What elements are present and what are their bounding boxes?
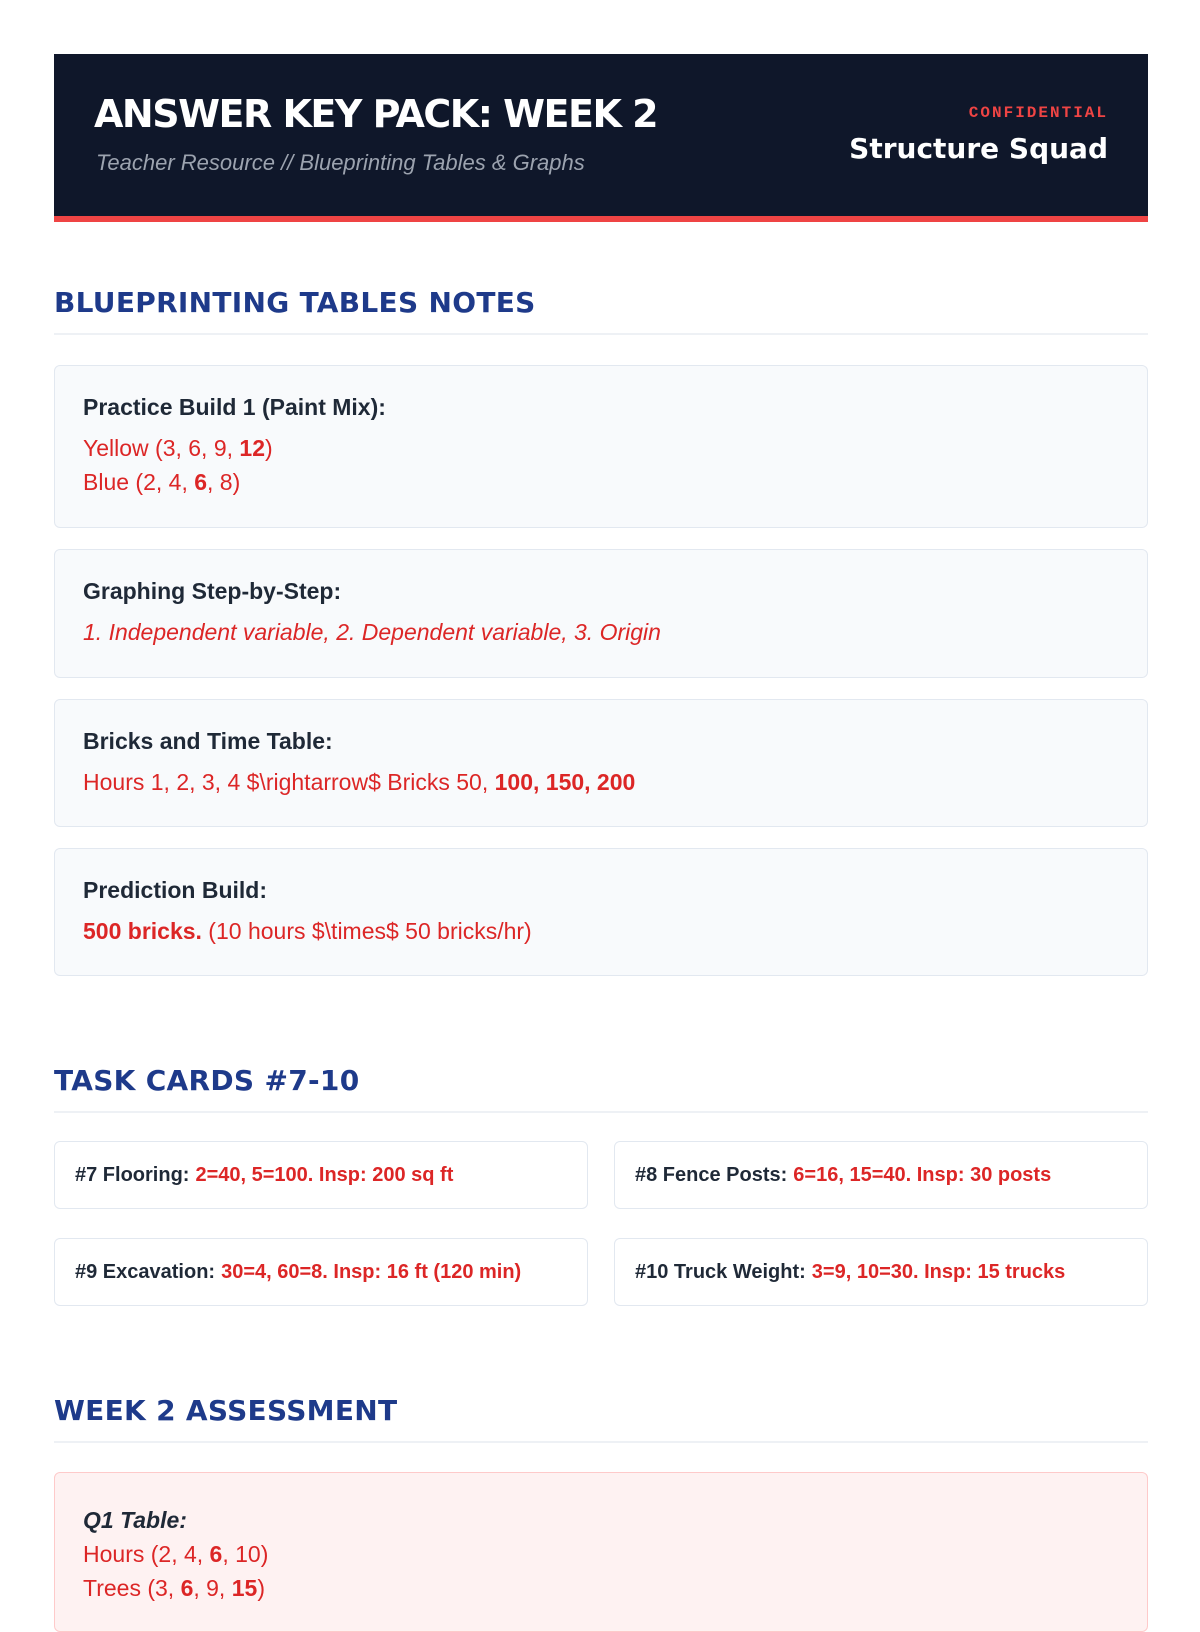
note-label: Bricks and Time Table: (83, 728, 333, 754)
answer-text: (10 hours $\times$ 50 bricks/hr) (201, 918, 532, 944)
note-card-bricks-time (54, 699, 1148, 827)
task-label: #10 Truck Weight: (635, 1260, 806, 1283)
assessment-card-q1 (54, 1472, 1148, 1632)
note-answer-blue (83, 465, 1119, 499)
note-card-paint-mix (54, 365, 1148, 528)
notes-section-heading: BLUEPRINTING TABLES NOTES (54, 286, 1148, 335)
answer-highlight: 500 bricks. (83, 918, 202, 944)
task-card-8 (614, 1141, 1148, 1209)
task-label: #7 Flooring: (75, 1163, 190, 1186)
page-subtitle: Teacher Resource // Blueprinting Tables & Graphs (96, 150, 585, 175)
answer-highlight: 6 (180, 1575, 194, 1601)
note-label: Practice Build 1 (Paint Mix): (83, 394, 386, 420)
note-answer-prediction (83, 914, 1119, 948)
note-answer-yellow (83, 431, 1119, 465)
note-label: Graphing Step-by-Step: (83, 578, 342, 604)
task-answer: 3=9, 10=30. Insp: 15 trucks (811, 1260, 1066, 1283)
task-answer: 6=16, 15=40. Insp: 30 posts (793, 1163, 1052, 1186)
task-label: #8 Fence Posts: (635, 1163, 788, 1186)
answer-highlight: 15 (231, 1575, 258, 1601)
assessment-label: Q1 Table: (83, 1507, 187, 1533)
answer-highlight: 100, 150, 200 (494, 769, 636, 795)
tasks-section-heading: TASK CARDS #7-10 (54, 1064, 1148, 1113)
task-label: #9 Excavation: (75, 1260, 216, 1283)
answer-highlight: 6 (209, 1541, 223, 1567)
task-card-9 (54, 1238, 588, 1306)
answer-text: Hours 1, 2, 3, 4 $\rightarrow$ Bricks 50, (83, 769, 495, 795)
answer-text: Trees (3, (83, 1575, 181, 1601)
assessment-answer-hours (83, 1537, 1119, 1571)
task-answer: 2=40, 5=100. Insp: 200 sq ft (195, 1163, 454, 1186)
answer-text: Yellow (3, 6, 9, (83, 435, 240, 461)
answer-highlight: 6 (194, 469, 208, 495)
note-answer-graphing: 1. Independent variable, 2. Dependent variable, 3. Origin (83, 619, 661, 645)
answer-text: ) (257, 1575, 265, 1601)
header-banner (54, 54, 1148, 222)
answer-text: , 10) (222, 1541, 269, 1567)
answer-highlight: 12 (239, 435, 266, 461)
confidential-badge: CONFIDENTIAL (968, 104, 1108, 122)
task-answer: 30=4, 60=8. Insp: 16 ft (120 min) (221, 1260, 522, 1283)
note-label: Prediction Build: (83, 877, 267, 903)
answer-text: Blue (2, 4, (83, 469, 195, 495)
answer-text: Hours (2, 4, (83, 1541, 210, 1567)
brand-name: Structure Squad (849, 132, 1108, 165)
assessment-section-heading: WEEK 2 ASSESSMENT (54, 1394, 1148, 1443)
answer-text: , 9, (193, 1575, 232, 1601)
answer-text: , 8) (207, 469, 241, 495)
task-card-7 (54, 1141, 588, 1209)
task-card-10 (614, 1238, 1148, 1306)
page-title: ANSWER KEY PACK: WEEK 2 (94, 92, 658, 136)
answer-text: ) (265, 435, 273, 461)
note-card-graphing (54, 549, 1148, 678)
note-card-prediction (54, 848, 1148, 976)
note-answer-bricks (83, 765, 1119, 799)
